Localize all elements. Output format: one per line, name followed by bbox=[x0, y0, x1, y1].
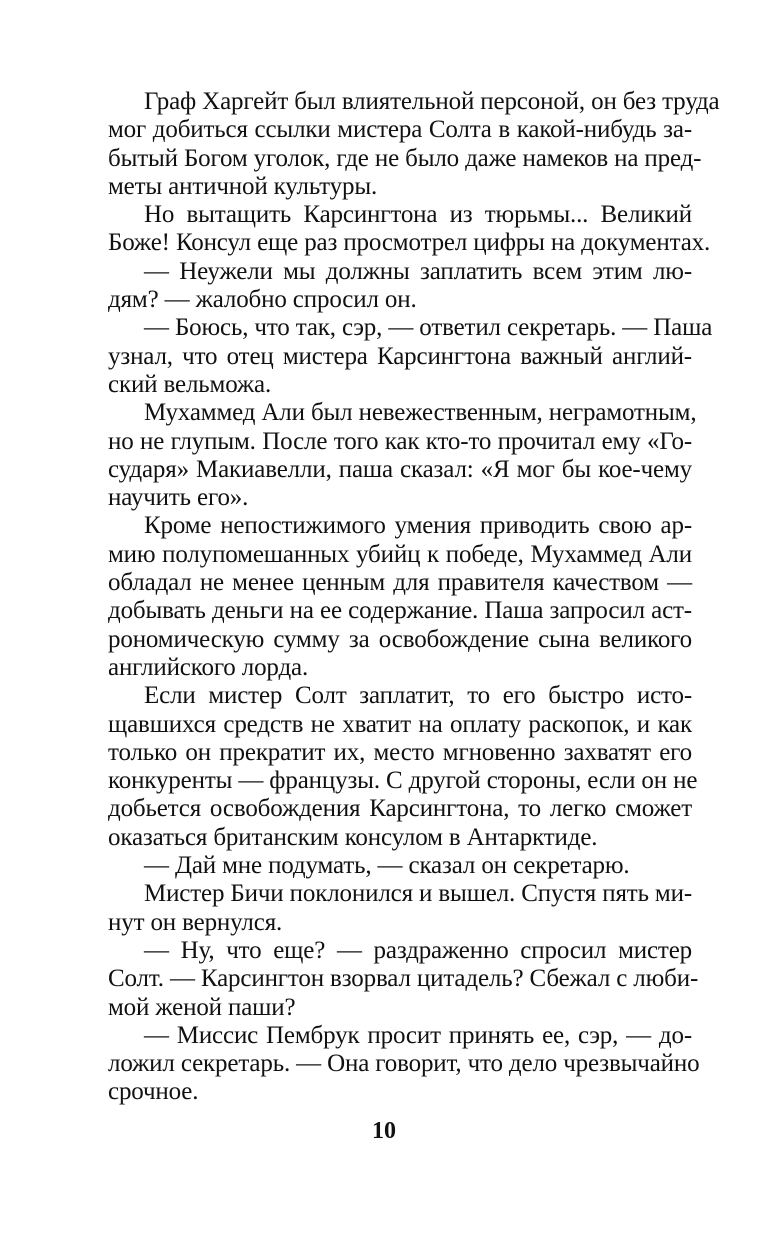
text-line: Если мистер Солт заплатит, то его быстро исто- bbox=[144, 682, 692, 710]
text-line: ский вельможа. bbox=[108, 370, 272, 398]
text-line: добывать деньги на ее содержание. Паша запросил аст- bbox=[108, 597, 692, 625]
text-line: конкуренты — французы. С другой стороны, если он не bbox=[108, 767, 698, 795]
paragraph bbox=[108, 399, 697, 512]
paragraph bbox=[108, 512, 692, 682]
page-number: 10 bbox=[372, 1118, 396, 1144]
text-line: дям? — жалобно спросил он. bbox=[108, 286, 417, 314]
text-line: но не глупым. После того как кто-то прочитал ему «Го- bbox=[108, 427, 692, 455]
paragraph bbox=[108, 258, 692, 315]
text-line: рономическую сумму за освобождение сына великого bbox=[108, 625, 692, 653]
text-line: нут он вернулся. bbox=[108, 908, 283, 936]
text-line: английского лорда. bbox=[108, 653, 309, 681]
paragraph bbox=[108, 682, 698, 852]
text-line: — Миссис Пембрук просит принять ее, сэр, — до- bbox=[144, 1021, 692, 1049]
text-line: обладал не менее ценным для правителя качеством — bbox=[108, 569, 692, 597]
paragraph bbox=[108, 201, 711, 258]
paragraph bbox=[108, 1021, 700, 1107]
paragraph bbox=[108, 936, 699, 1022]
text-line: оказаться британским консулом в Антарктиде. bbox=[108, 823, 598, 851]
text-line: мой женой паши? bbox=[108, 993, 296, 1021]
text-line: Боже! Консул еще раз просмотрел цифры на документах. bbox=[108, 229, 711, 257]
text-line: — Дай мне подумать, — сказал он секретарю. bbox=[144, 852, 630, 880]
text-line: Кроме непостижимого умения приводить свою ар- bbox=[144, 512, 692, 540]
text-line: срочное. bbox=[108, 1078, 199, 1106]
book-page-text bbox=[108, 88, 720, 1107]
paragraph bbox=[108, 88, 720, 201]
text-line: только он прекратит их, место мгновенно захватят его bbox=[108, 738, 692, 766]
text-line: бытый Богом уголок, где не было даже намеков на пред- bbox=[108, 144, 702, 172]
text-line: — Боюсь, что так, сэр, — ответил секретарь. — Паша bbox=[144, 314, 713, 342]
text-line: ложил секретарь. — Она говорит, что дело чрезвычайно bbox=[108, 1050, 700, 1078]
paragraph bbox=[108, 880, 692, 937]
text-line: Граф Харгейт был влиятельной персоной, он без труда bbox=[144, 88, 720, 115]
text-line: Мистер Бичи поклонился и вышел. Спустя пять ми- bbox=[144, 880, 692, 908]
text-line: — Неужели мы должны заплатить всем этим лю- bbox=[144, 257, 692, 285]
text-line: — Ну, что еще? — раздраженно спросил мистер bbox=[144, 936, 692, 964]
text-line: меты античной культуры. bbox=[108, 172, 378, 200]
text-line: узнал, что отец мистера Карсингтона важный англий- bbox=[108, 342, 692, 370]
text-line: мию полупомешанных убийц к победе, Мухаммед Али bbox=[108, 540, 692, 568]
text-line: сударя» Макиавелли, паша сказал: «Я мог бы кое-чему bbox=[108, 455, 692, 483]
text-line: Мухаммед Али был невежественным, неграмотным, bbox=[144, 399, 697, 427]
text-line: научить его». bbox=[108, 484, 249, 512]
text-line: добьется освобождения Карсингтона, то легко сможет bbox=[108, 795, 692, 823]
text-line: мог добиться ссылки мистера Солта в какой-нибудь за- bbox=[108, 116, 692, 144]
text-line: Солт. — Карсингтон взорвал цитадель? Сбежал с люби- bbox=[108, 965, 699, 993]
paragraph bbox=[108, 852, 692, 880]
text-line: Но вытащить Карсингтона из тюрьмы... Великий bbox=[144, 201, 692, 229]
paragraph bbox=[108, 314, 713, 399]
text-line: щавшихся средств не хватит на оплату раскопок, и как bbox=[108, 710, 692, 738]
